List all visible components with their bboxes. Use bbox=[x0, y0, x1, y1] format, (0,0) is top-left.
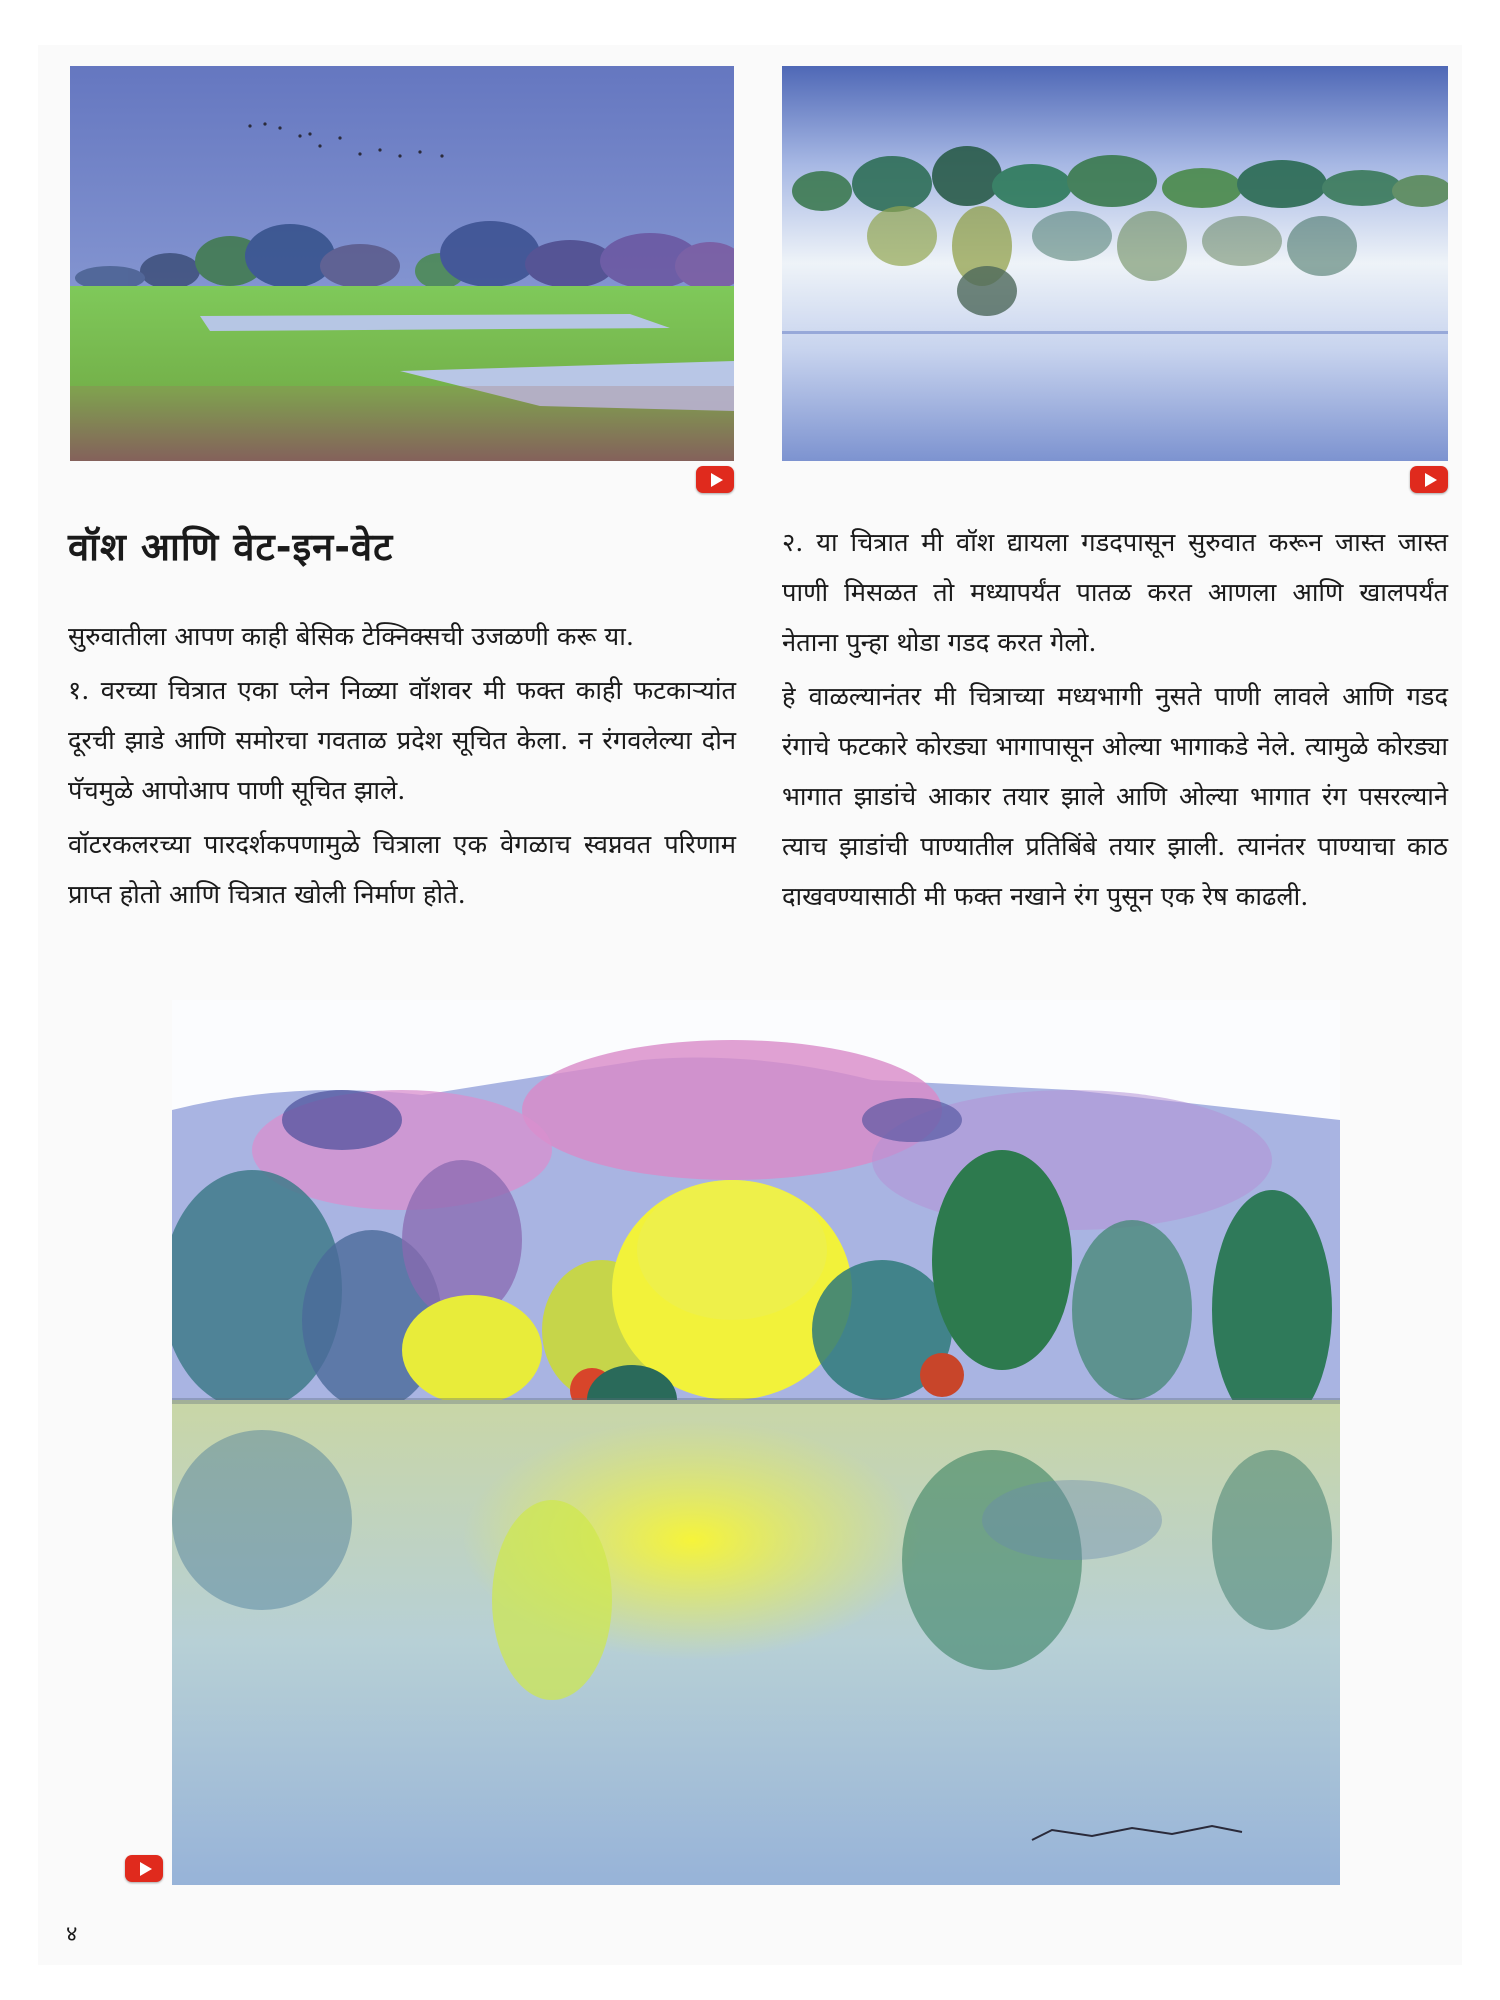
intro-paragraph: सुरुवातीला आपण काही बेसिक टेक्निक्सची उजळणी करू या. bbox=[68, 622, 634, 652]
paragraph-1: १. वरच्या चित्रात एका प्लेन निळ्या वॉशवर मी फक्त काही फटकाऱ्यांत दूरची झाडे आणि समोरचा गवताळ प्रदेश सूचित केला. न रंगवलेल्या दोन पॅचमुळे आपोआप पाणी सूचित झाले. bbox=[68, 676, 736, 806]
painting-lake-colorful-trees bbox=[172, 1000, 1340, 1885]
video-play-button[interactable] bbox=[1410, 466, 1448, 493]
paragraph-3: २. या चित्रात मी वॉश द्यायला गडदपासून सुरुवात करून जास्त जास्त पाणी मिसळत तो मध्यापर्यंत पातळ करत आणला आणि खालपर्यंत नेताना पुन्हा थोडा गडद करत गेलो. bbox=[782, 528, 1448, 658]
video-play-button[interactable] bbox=[125, 1855, 163, 1882]
painting-tree-reflections bbox=[782, 66, 1448, 461]
painting-wash-landscape bbox=[70, 66, 734, 461]
right-column bbox=[782, 518, 1448, 926]
paragraph-2: वॉटरकलरच्या पारदर्शकपणामुळे चित्राला एक वेगळाच स्वप्नवत परिणाम प्राप्त होतो आणि चित्रात खोली निर्माण होते. bbox=[68, 830, 736, 910]
article-title: वॉश आणि वेट-इन-वेट bbox=[68, 525, 394, 569]
left-column bbox=[68, 612, 736, 924]
video-play-button[interactable] bbox=[696, 466, 734, 493]
page-number: ४ bbox=[66, 1922, 78, 1947]
paragraph-4: हे वाळल्यानंतर मी चित्राच्या मध्यभागी नुसते पाणी लावले आणि गडद रंगाचे फटकारे कोरड्या भागापासून ओल्या भागाकडे नेले. त्यामुळे कोरड्या भागात झाडांचे आकार तयार झाले आणि ओल्या भागात रंग पसरल्याने त्याच झाडांची पाण्यातील प्रतिबिंबे तयार झाली. त्यानंतर पाण्याचा काठ दाखवण्यासाठी मी फक्त नखाने रंग पुसून एक रेष काढली. bbox=[782, 682, 1448, 912]
